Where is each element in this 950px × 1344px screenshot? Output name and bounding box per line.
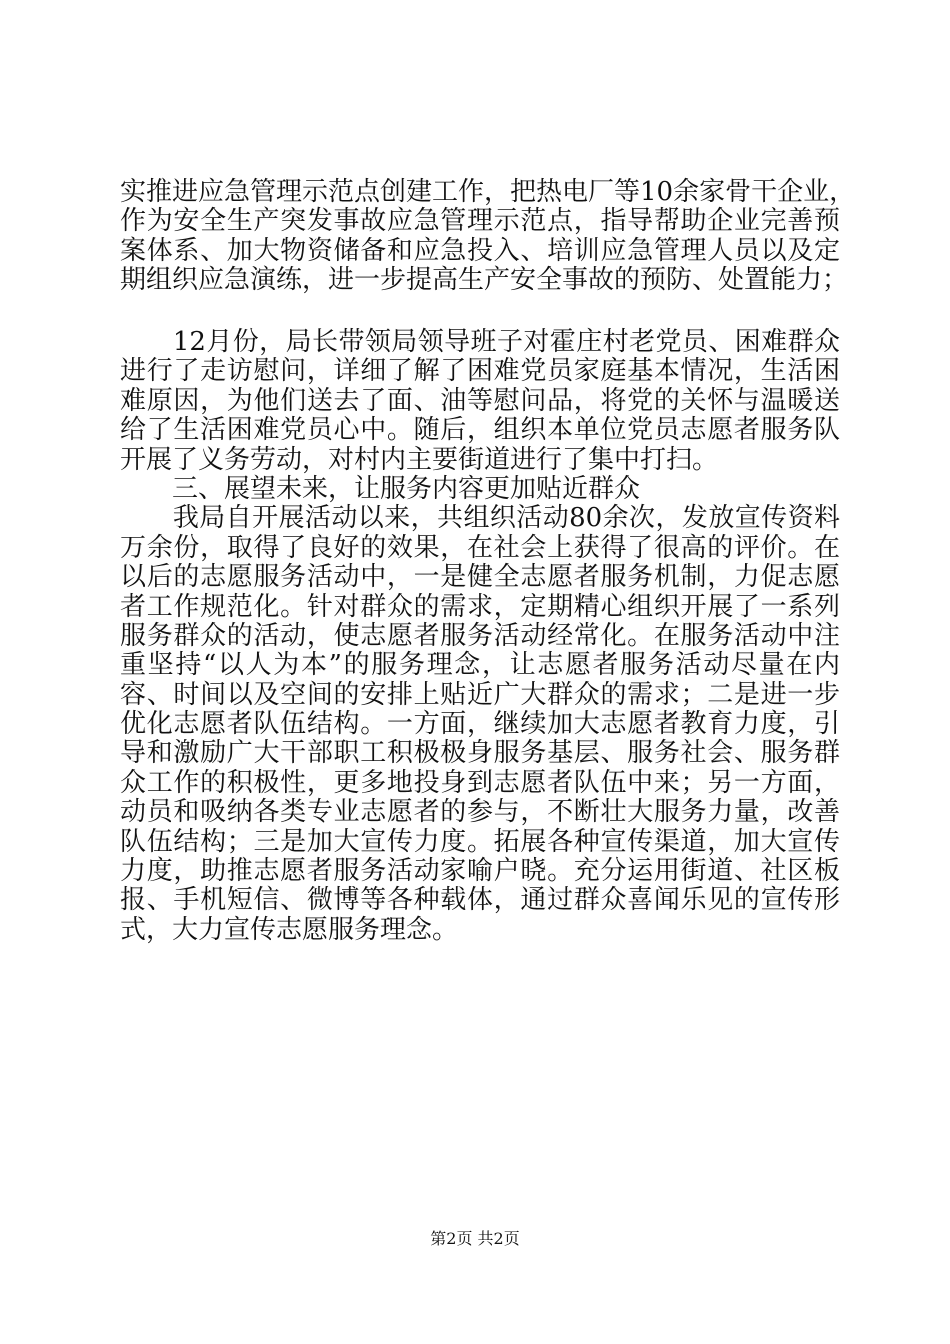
text-line: 12月份，局长带领局领导班子对霍庄村老党员、困难群众 <box>120 327 840 357</box>
text-line: 实推进应急管理示范点创建工作，把热电厂等10余家骨干企业， <box>120 177 856 207</box>
text-line: 众工作的积极性，更多地投身到志愿者队伍中来；另一方面， <box>120 767 840 798</box>
text-line: 服务群众的活动，使志愿者服务活动经常化。在服务活动中注 <box>120 620 840 651</box>
text-line: 难原因，为他们送去了面、油等慰问品，将党的关怀与温暖送 <box>120 385 840 416</box>
text-line: 案体系、加大物资储备和应急投入、培训应急管理人员以及定 <box>120 235 840 266</box>
text-line: 期组织应急演练，进一步提高生产安全事故的预防、处置能力； <box>120 265 849 296</box>
text-line: 给了生活困难党员心中。随后，组织本单位党员志愿者服务队 <box>120 415 840 446</box>
text-line: 重坚持“以人为本”的服务理念，让志愿者服务活动尽量在内 <box>120 650 840 681</box>
text-line: 以后的志愿服务活动中，一是健全志愿者服务机制，力促志愿 <box>120 562 840 593</box>
text-line: 动员和吸纳各类专业志愿者的参与，不断壮大服务力量，改善 <box>120 797 840 828</box>
text-line: 者工作规范化。针对群众的需求，定期精心组织开展了一系列 <box>120 591 840 622</box>
text-line: 容、时间以及空间的安排上贴近广大群众的需求；二是进一步 <box>120 679 840 710</box>
text-line: 优化志愿者队伍结构。一方面，继续加大志愿者教育力度，引 <box>120 709 840 740</box>
paragraph-1 <box>120 177 856 296</box>
text-line: 导和激励广大干部职工积极极身服务基层、服务社会、服务群 <box>120 738 840 769</box>
page-footer: 第2页 共2页 <box>430 1229 520 1248</box>
text-line: 进行了走访慰问，详细了解了困难党员家庭基本情况，生活困 <box>120 356 840 387</box>
section-heading: 三、展望未来，让服务内容更加贴近群众 <box>120 473 641 504</box>
text-line: 报、手机短信、微博等各种载体，通过群众喜闻乐见的宣传形 <box>120 885 840 916</box>
text-line: 开展了义务劳动，对村内主要街道进行了集中打扫。 <box>120 444 719 475</box>
text-line: 式，大力宣传志愿服务理念。 <box>120 914 459 945</box>
text-line: 力度，助推志愿者服务活动家喻户晓。充分运用街道、社区板 <box>120 856 840 887</box>
paragraph-2 <box>120 328 840 945</box>
text-line: 作为安全生产突发事故应急管理示范点，指导帮助企业完善预 <box>120 206 840 237</box>
text-line: 我局自开展活动以来，共组织活动80余次，发放宣传资料 <box>120 503 840 534</box>
text-line: 队伍结构；三是加大宣传力度。拓展各种宣传渠道，加大宣传 <box>120 826 840 857</box>
text-line: 万余份，取得了良好的效果，在社会上获得了很高的评价。在 <box>120 532 840 563</box>
